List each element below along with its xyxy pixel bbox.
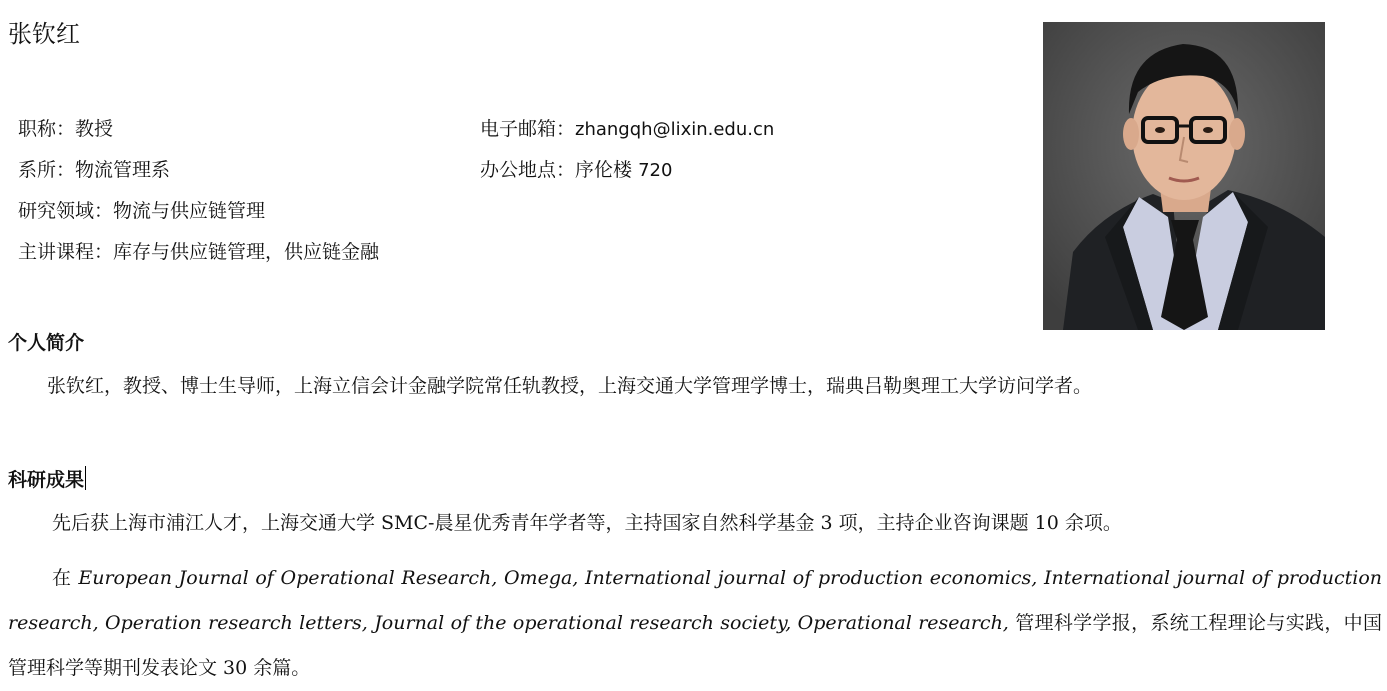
office-field [480, 157, 672, 184]
office-label: 办公地点： [480, 159, 576, 181]
email-address[interactable]: zhangqh@lixin.edu.cn [575, 119, 775, 140]
title-field: 职称：教授 [18, 118, 114, 140]
office-room: 720 [638, 160, 673, 181]
publications-suffix: 管理科学学报，系统工程理论与实践，中国管理科学等期刊发表论文 30 余篇。 [8, 612, 1382, 679]
bio-text: 张钦红，教授、博士生导师，上海立信会计金融学院常任轨教授，上海交通大学管理学博士，瑞典吕勒奥理工大学访问学者。 [47, 375, 1093, 397]
journal-list: European Journal of Operational Research, Omega, International journal of production economics, International journal of production research, Operation research letters, Journal of the operational research society, Operational research, [8, 567, 1382, 634]
portrait-image [1043, 22, 1325, 330]
bio-heading: 个人简介 [8, 332, 85, 354]
courses-field: 主讲课程：库存与供应链管理，供应链金融 [18, 241, 380, 263]
research-publications [8, 556, 1382, 691]
research-area-field: 研究领域：物流与供应链管理 [18, 200, 266, 222]
research-achievements: 先后获上海市浦江人才，上海交通大学 SMC-晨星优秀青年学者等，主持国家自然科学基金 3 项，主持企业咨询课题 10 余项。 [52, 512, 1122, 534]
department-field: 系所：物流管理系 [18, 159, 171, 181]
text-cursor [85, 466, 86, 490]
publications-prefix: 在 [52, 567, 79, 589]
email-label: 电子邮箱： [480, 118, 576, 140]
research-heading [8, 465, 86, 492]
profile-photo [1043, 22, 1325, 330]
research-heading-text: 科研成果 [8, 469, 85, 491]
person-name: 张钦红 [8, 20, 80, 48]
office-building: 序伦楼 [575, 159, 633, 181]
email-field [480, 116, 774, 143]
